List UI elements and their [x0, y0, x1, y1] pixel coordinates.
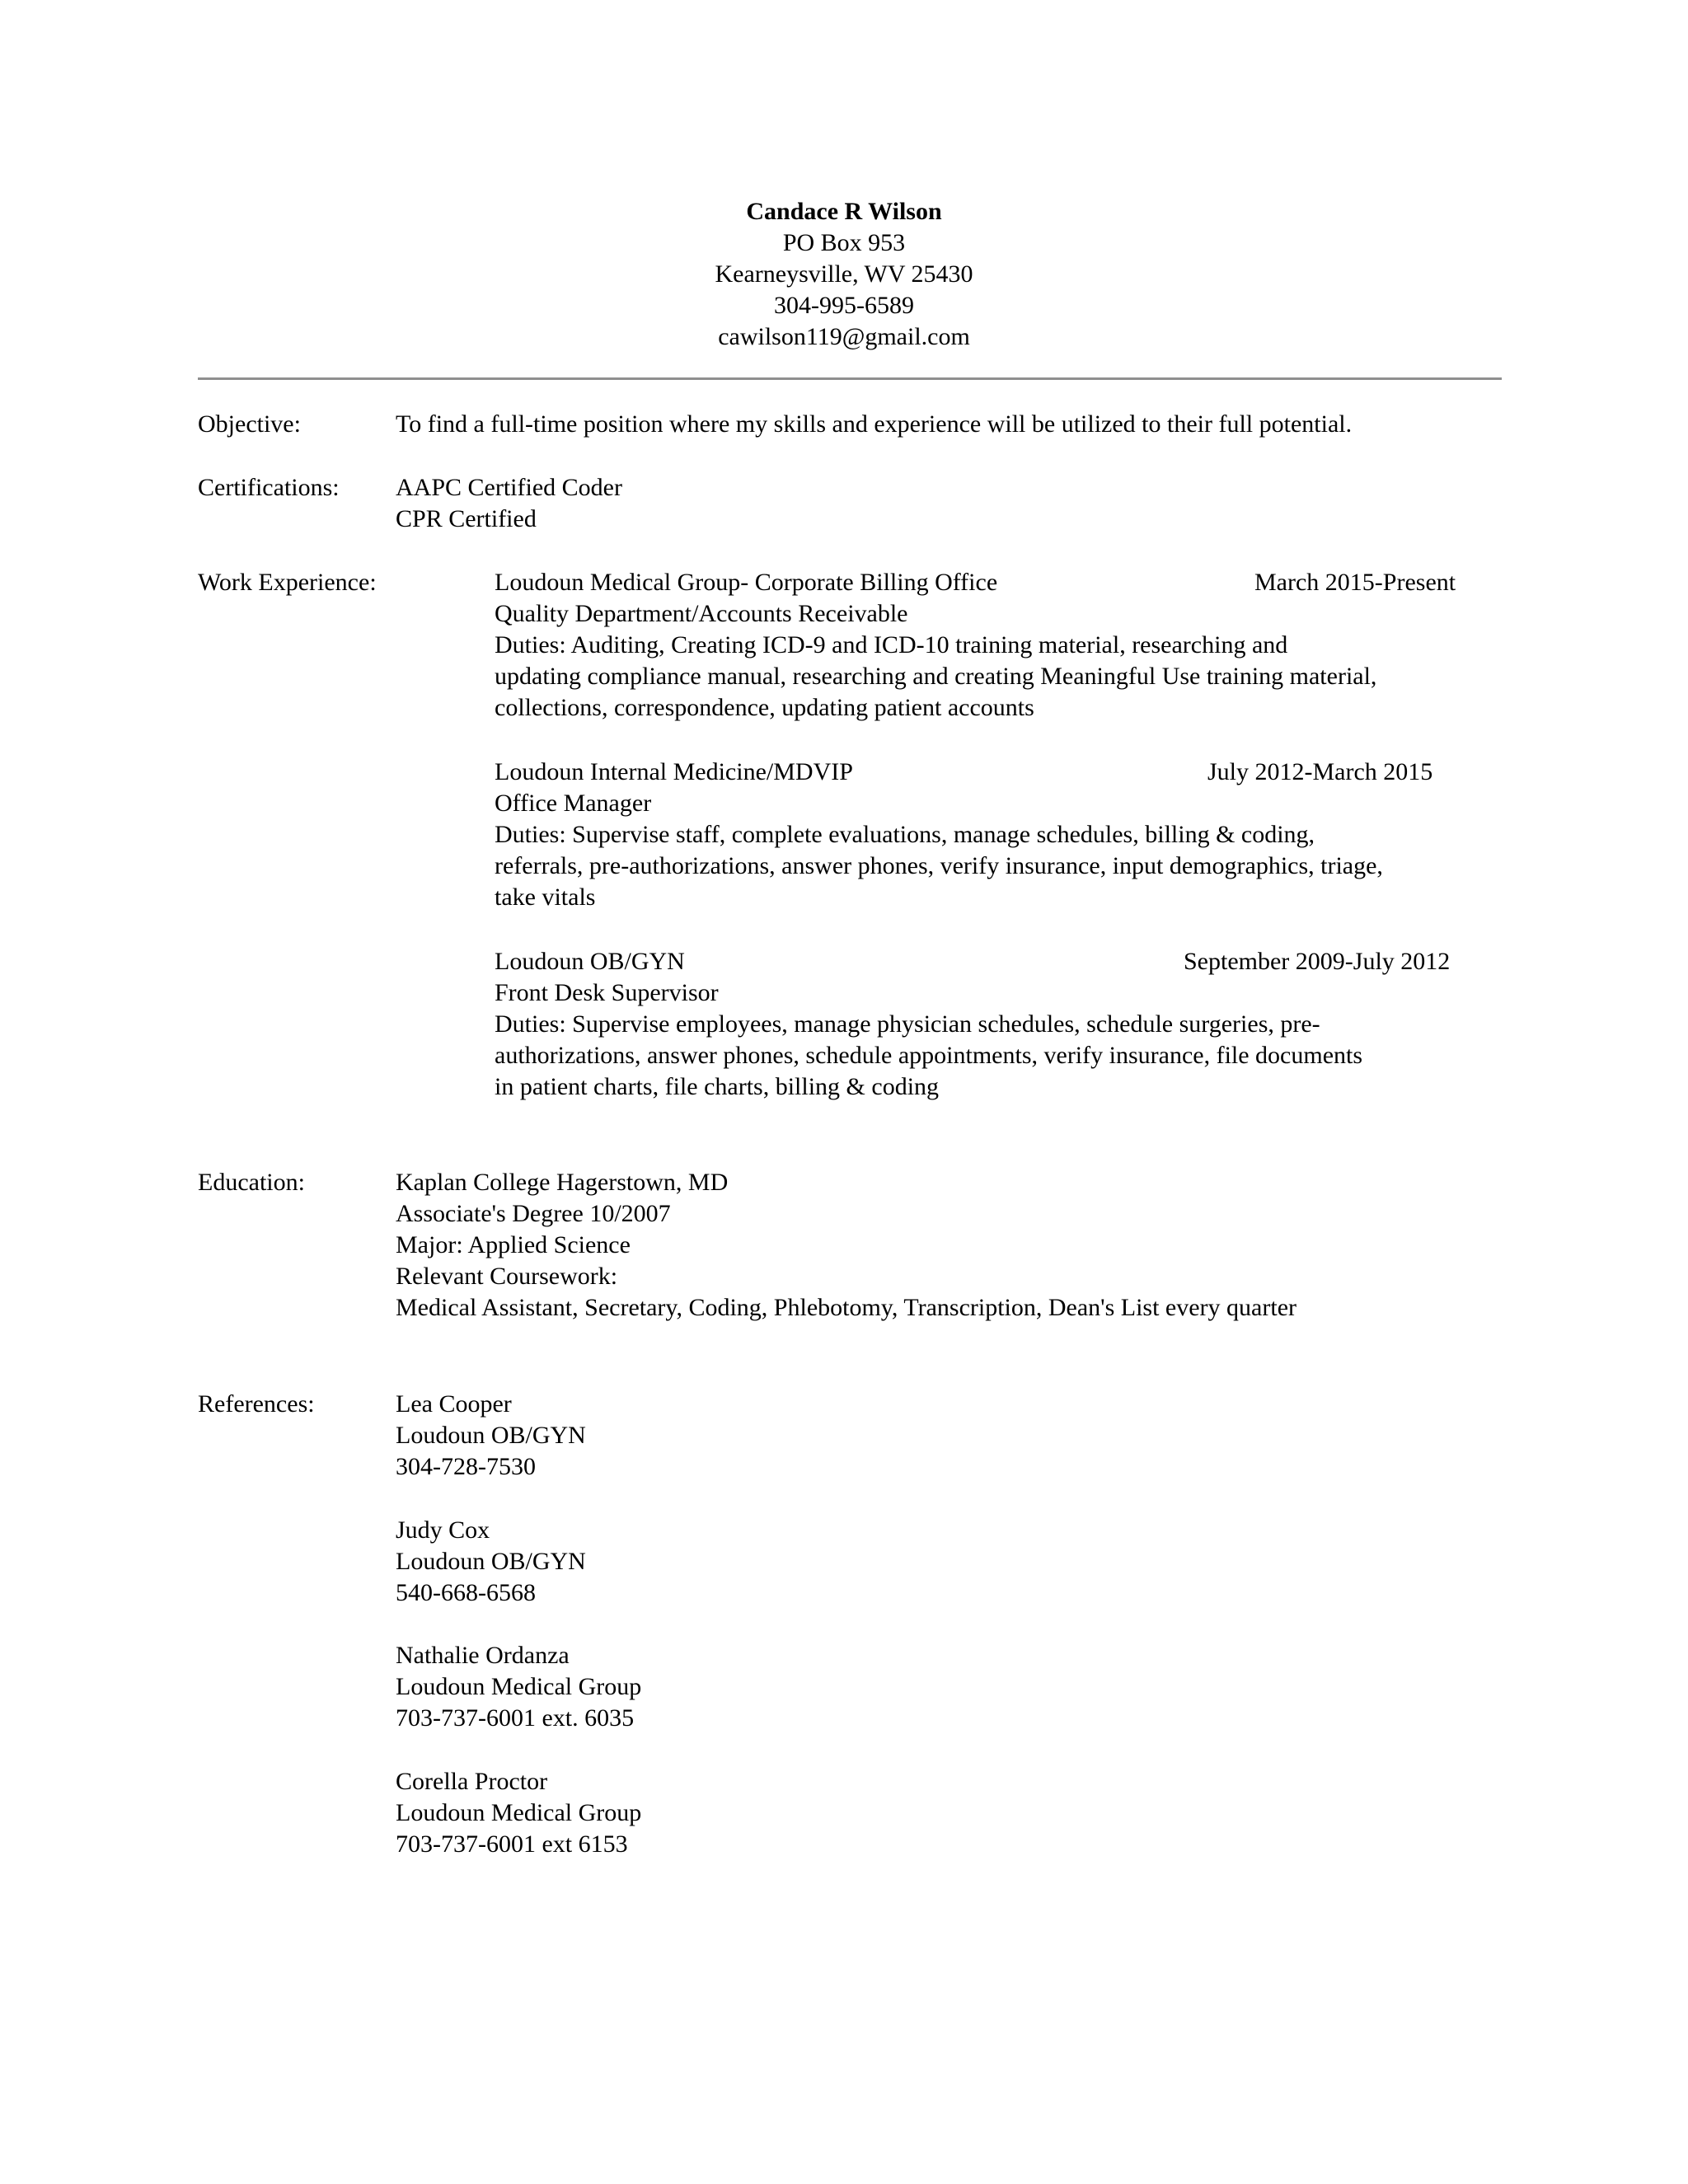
reference-phone: 703-737-6001 ext 6153 [396, 1830, 628, 1858]
job-duties-line: collections, correspondence, updating patient accounts [495, 694, 1034, 721]
job-title: Front Desk Supervisor [495, 979, 719, 1006]
applicant-name: Candace R Wilson [746, 198, 942, 225]
reference-name: Judy Cox [396, 1516, 490, 1544]
job-duties-line: take vitals [495, 883, 596, 911]
job-employer: Loudoun OB/GYN [495, 948, 685, 975]
job-duties-line: updating compliance manual, researching and creating Meaningful Use training material, [495, 663, 1377, 690]
objective-text: To find a full-time position where my skills and experience will be utilized to their full potential. [396, 410, 1353, 438]
reference-name: Corella Proctor [396, 1768, 548, 1795]
reference-org: Loudoun Medical Group [396, 1799, 642, 1826]
job-dates: March 2015-Present [1254, 569, 1456, 596]
header-divider [198, 377, 1502, 380]
job-dates: September 2009-July 2012 [1184, 948, 1451, 975]
education-line: Major: Applied Science [396, 1231, 631, 1258]
job-employer: Loudoun Medical Group- Corporate Billing Office [495, 569, 998, 596]
job-duties-line: Duties: Supervise employees, manage physician schedules, schedule surgeries, pre- [495, 1010, 1320, 1038]
job-duties-line: authorizations, answer phones, schedule appointments, verify insurance, file documents [495, 1042, 1363, 1069]
education-line: Kaplan College Hagerstown, MD [396, 1169, 729, 1196]
job-dates: July 2012-March 2015 [1207, 758, 1433, 785]
reference-org: Loudoun OB/GYN [396, 1422, 586, 1449]
education-line: Relevant Coursework: [396, 1263, 618, 1290]
job-duties-line: Duties: Supervise staff, complete evaluations, manage schedules, billing & coding, [495, 821, 1315, 848]
address-line-2: Kearneysville, WV 25430 [715, 260, 973, 288]
education-label: Education: [198, 1169, 305, 1196]
reference-name: Nathalie Ordanza [396, 1642, 570, 1669]
job-employer: Loudoun Internal Medicine/MDVIP [495, 758, 853, 785]
work-experience-label: Work Experience: [198, 569, 377, 596]
reference-phone: 703-737-6001 ext. 6035 [396, 1704, 635, 1732]
certifications-label: Certifications: [198, 474, 340, 501]
references-label: References: [198, 1390, 315, 1418]
address-line-1: PO Box 953 [782, 229, 906, 256]
phone-number: 304-995-6589 [774, 292, 914, 319]
reference-org: Loudoun OB/GYN [396, 1548, 586, 1575]
reference-name: Lea Cooper [396, 1390, 512, 1418]
reference-org: Loudoun Medical Group [396, 1673, 642, 1700]
job-title: Office Manager [495, 790, 652, 817]
education-line: Associate's Degree 10/2007 [396, 1200, 671, 1227]
certification-item: CPR Certified [396, 505, 537, 532]
objective-label: Objective: [198, 410, 301, 438]
reference-phone: 540-668-6568 [396, 1579, 536, 1606]
job-duties-line: Duties: Auditing, Creating ICD-9 and ICD-10 training material, researching and [495, 631, 1288, 658]
job-title: Quality Department/Accounts Receivable [495, 600, 908, 627]
certification-item: AAPC Certified Coder [396, 474, 622, 501]
job-duties-line: in patient charts, file charts, billing & coding [495, 1073, 940, 1100]
email-address: cawilson119@gmail.com [718, 323, 970, 350]
reference-phone: 304-728-7530 [396, 1453, 536, 1480]
education-line: Medical Assistant, Secretary, Coding, Phlebotomy, Transcription, Dean's List every quarter [396, 1294, 1296, 1321]
job-duties-line: referrals, pre-authorizations, answer phones, verify insurance, input demographics, triage, [495, 852, 1383, 879]
